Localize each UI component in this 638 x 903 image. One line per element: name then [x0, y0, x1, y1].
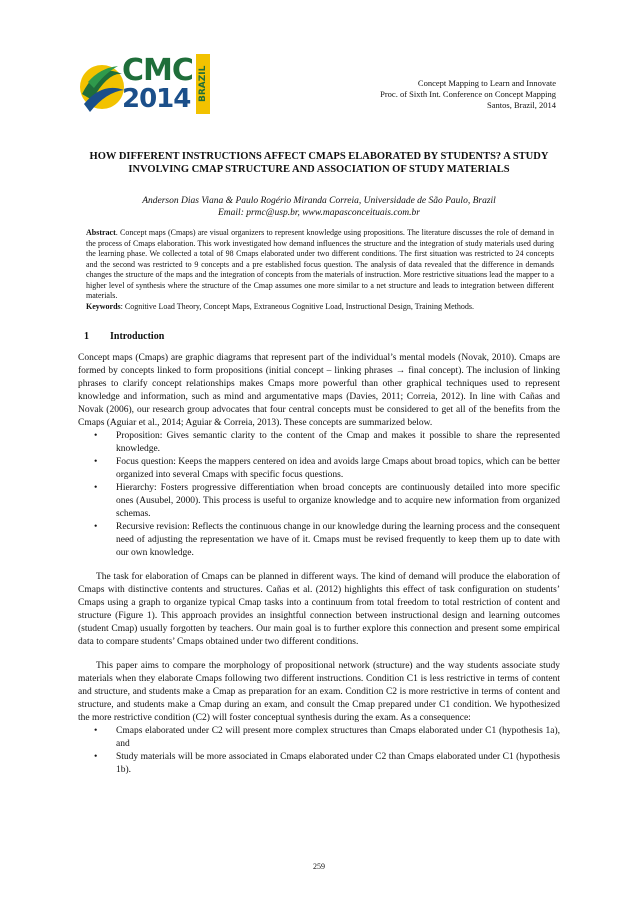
list-item: • Study materials will be more associated in Cmaps elaborated under C2 than Cmaps elaborated under C1 (hypothesis 1b). — [78, 751, 560, 777]
list-item: • Focus question: Keeps the mappers centered on idea and avoids large Cmaps about broad topics, which can be better organized into several Cmaps with specific focus questions. — [78, 456, 560, 482]
paragraph-2: The task for elaboration of Cmaps can be planned in different ways. The kind of demand will produce the elaboration of Cmaps with distinctive contents and structures. Cañas et al. (2012) highlights this effect of task configuration on students’ Cmaps using a graph to organize typical Cmap tasks into a continuum from total freedom to total restriction of content and structure (Figure 1). This approach provides an insightful connection between instructional design and learning outcomes (student Cmap) usually forgotten by teachers. Our main goal is to further explore this connection and present some empirical data to compare students’ Cmaps obtained under two different conditions. — [78, 572, 560, 647]
title-line-1: HOW DIFFERENT INSTRUCTIONS AFFECT CMAPS ELABORATED BY STUDENTS? A STUDY — [89, 151, 549, 162]
author-names: Anderson Dias Viana & Paulo Rogério Miranda Correia, Universidade de São Paulo, Brazil — [142, 196, 496, 206]
conference-line-2: Proc. of Sixth Int. Conference on Concept Mapping — [380, 89, 556, 99]
list-item: • Recursive revision: Reflects the continuous change in our knowledge during the learning process and the consequent need of adjusting the representation we have of it. Cmaps must be revised frequently to keep them up to date with our own knowledge. — [78, 521, 560, 560]
conference-line-1: Concept Mapping to Learn and Innovate — [417, 78, 556, 88]
abstract-text: . Concept maps (Cmaps) are visual organizers to represent knowledge using propositions. The literature discusses the role of demand in the process of Cmaps elaboration. This work investigated how demand influences the structure and the integration of study materials used during the learning phase. We collected a total of 98 Cmaps elaborated under two different conditions. The first situation was restricted to 24 concepts and the second was restricted to 9 concepts and a pre established focus question. The analysis of data revealed that the difference in demands changes the structure of the maps and the integration of concepts from the materials of instruction. More restrictive situations lead the mapper to a higher level of synthesis where the structure of the Cmap assumes one more similar to a net structure and leads to integration between different materials. — [86, 228, 554, 300]
section-title: Introduction — [110, 331, 165, 342]
keywords-paragraph — [86, 302, 554, 313]
authors-block — [78, 195, 560, 219]
logo-country-text: BRAZIL — [196, 54, 210, 114]
paragraph-1: Concept maps (Cmaps) are graphic diagrams that represent part of the individual’s mental models (Novak, 2010). Cmaps are formed by concepts linked to form propositions (initial concept – linking phrases → final concept). The inclusion of linking phrases to clarify concept relationships makes Cmaps more powerful than other graphical techniques used to represent knowledge and information, such as mind and argumentative maps (Davies, 2011; Correia, 2012). In line with Cañas and Novak (2006), our research group advocates that four central concepts must be considered to get all of the benefits from the Cmaps (Aguiar et al., 2014; Aguiar & Correia, 2013). These concepts are summarized below. — [78, 353, 560, 428]
page-number: 259 — [313, 862, 325, 871]
abstract-label: Abstract — [86, 228, 116, 237]
title-line-2: INVOLVING CMAP STRUCTURE AND ASSOCIATION OF STUDY MATERIALS — [128, 164, 510, 175]
list-item: • Hierarchy: Fosters progressive differentiation when broad concepts are continuously detailed into more specific ones (Ausubel, 2000). This process is useful to organize knowledge and to acquire new information from organized schemas. — [78, 482, 560, 521]
logo-year-text: 2014 — [122, 84, 191, 114]
paragraph-3: This paper aims to compare the morphology of propositional network (structure) and the way students associate study materials when they elaborate Cmaps following two different instructions. Condition C1 is less restrictive in terms of content and structure, and students make a Cmap as preparation for an exam. Condition C2 is more restrictive in terms of content and structure, and students make a Cmap during an exam, and consult the Cmap prepared under C1 condition. We hypothesized the more restrictive condition (C2) will foster conceptual synthesis during the exam. As a consequence: — [78, 661, 560, 723]
conference-line-3: Santos, Brazil, 2014 — [487, 100, 556, 110]
keywords-label: Keywords — [86, 301, 121, 311]
logo-cmc-text: CMC — [122, 53, 193, 88]
list-item: • Cmaps elaborated under C2 will present more complex structures than Cmaps elaborated under C1 (hypothesis 1a), and — [78, 725, 560, 751]
author-email: Email: prmc@usp.br, www.mapasconceituais.com.br — [218, 208, 420, 218]
bullet-list-1 — [78, 430, 560, 560]
logo-swirl-icon — [78, 52, 126, 122]
list-item: • Proposition: Gives semantic clarity to the content of the Cmap and makes it possible to share the represented knowledge. — [78, 430, 560, 456]
abstract-block — [86, 228, 554, 312]
abstract-paragraph — [86, 228, 554, 302]
bullet-list-2 — [78, 725, 560, 777]
keywords-text: : Cognitive Load Theory, Concept Maps, Extraneous Cognitive Load, Instructional Design, Training Methods. — [120, 301, 474, 311]
conference-header — [380, 78, 556, 111]
paper-title — [78, 150, 560, 176]
section-number: 1 — [84, 331, 89, 342]
section-heading — [84, 331, 164, 342]
body-text — [78, 352, 560, 777]
conference-logo — [78, 48, 213, 130]
